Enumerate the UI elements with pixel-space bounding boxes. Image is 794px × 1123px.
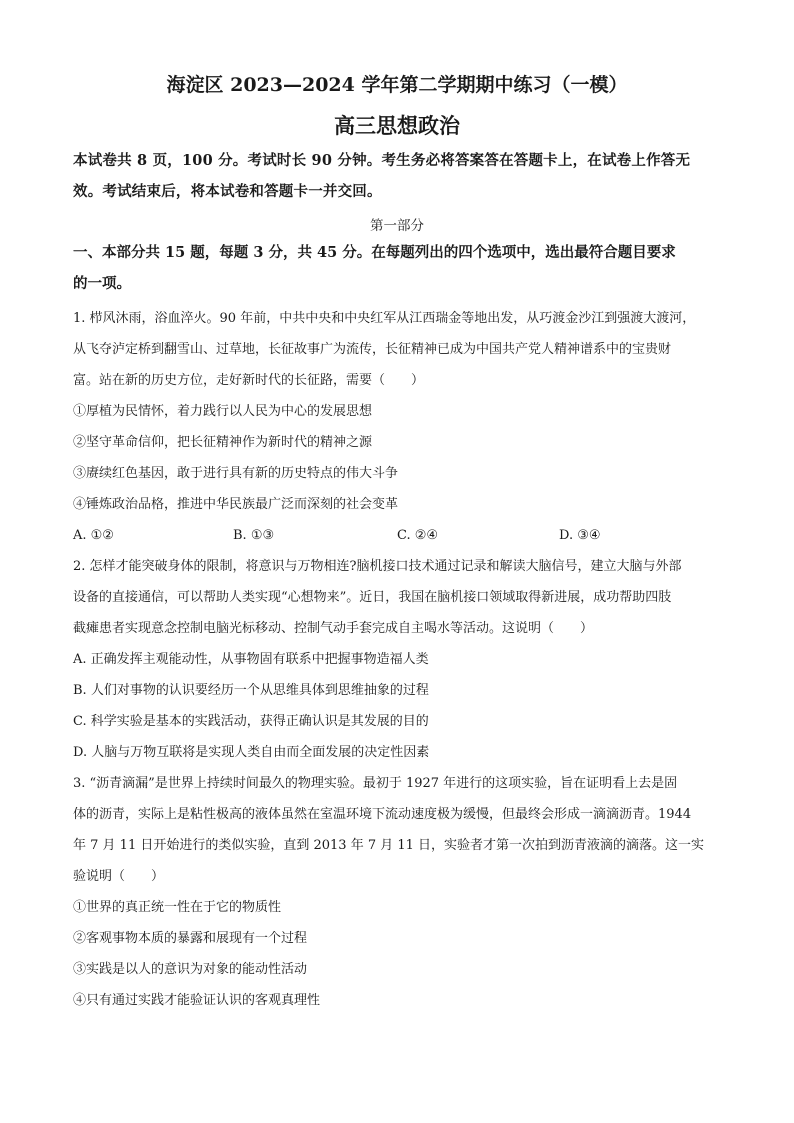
exam-title: 海淀区 2023—2024 学年第二学期期中练习（一模） xyxy=(166,74,628,96)
q1-item: ②坚守革命信仰，把长征精神作为新时代的精神之源 xyxy=(73,435,373,450)
q1-item: ①厚植为民情怀，着力践行以人民为中心的发展思想 xyxy=(73,404,373,419)
section-instruction-2: 的一项。 xyxy=(73,275,131,292)
q1-option-d: D. ③④ xyxy=(559,528,601,543)
q3-item: ①世界的真正统一性在于它的物质性 xyxy=(73,900,282,915)
notice-line-2: 效。考试结束后，将本试卷和答题卡一并交回。 xyxy=(73,183,382,200)
q2-stem-line: 2. 怎样才能突破身体的限制，将意识与万物相连?脑机接口技术通过记录和解读大脑信号，建立大脑与外部 xyxy=(73,559,682,574)
q2-option-a: A. 正确发挥主观能动性，从事物固有联系中把握事物造福人类 xyxy=(73,652,429,667)
q2-option-c: C. 科学实验是基本的实践活动，获得正确认识是其发展的目的 xyxy=(73,714,429,729)
q3-stem-line: 年 7 月 11 日开始进行的类似实验，直到 2013 年 7 月 11 日，实验者才第一次拍到沥青液滴的滴落。这一实 xyxy=(73,838,705,853)
q3-item: ③实践是以人的意识为对象的能动性活动 xyxy=(73,962,308,977)
q1-option-c: C. ②④ xyxy=(397,528,439,543)
q2-option-b: B. 人们对事物的认识要经历一个从思维具体到思维抽象的过程 xyxy=(73,683,429,698)
q2-option-d: D. 人脑与万物互联将是实现人类自由而全面发展的决定性因素 xyxy=(73,745,430,760)
subject-title: 高三思想政治 xyxy=(334,113,460,138)
q1-stem-line: 富。站在新的历史方位，走好新时代的长征路，需要（ ） xyxy=(73,373,425,388)
q3-stem-line: 验说明（ ） xyxy=(73,869,165,884)
q1-option-b: B. ①③ xyxy=(233,528,275,543)
q2-stem-line: 设备的直接通信，可以帮助人类实现“心想物来”。近日，我国在脑机接口领域取得新进展，成功帮助四肢 xyxy=(73,590,672,605)
section-instruction-1: 一、本部分共 15 题，每题 3 分，共 45 分。在每题列出的四个选项中，选出最符合题目要求 xyxy=(73,244,676,261)
q3-item: ②客观事物本质的暴露和展现有一个过程 xyxy=(73,931,308,946)
q3-stem-line: 3. “沥青滴漏”是世界上持续时间最久的物理实验。最初于 1927 年进行的这项实验，旨在证明看上去是固 xyxy=(73,776,678,791)
q2-stem-line: 截瘫患者实现意念控制电脑光标移动、控制气动手套完成自主喝水等活动。这说明（ ） xyxy=(73,621,594,636)
q1-stem-line: 从飞夺泸定桥到翻雪山、过草地，长征故事广为流传，长征精神已成为中国共产党人精神谱系中的宝贵财 xyxy=(73,342,672,357)
q3-item: ④只有通过实践才能验证认识的客观真理性 xyxy=(73,993,321,1008)
q1-stem-line: 1. 栉风沐雨，浴血淬火。90 年前，中共中央和中央红军从江西瑞金等地出发，从巧渡金沙江到强渡大渡河， xyxy=(73,311,696,326)
q1-item: ④锤炼政治品格，推进中华民族最广泛而深刻的社会变革 xyxy=(73,497,399,512)
q1-option-a: A. ①② xyxy=(73,528,114,543)
notice-line-1: 本试卷共 8 页，100 分。考试时长 90 分钟。考生务必将答案答在答题卡上，在试卷上作答无 xyxy=(73,152,691,169)
q3-stem-line: 体的沥青，实际上是粘性极高的液体虽然在室温环境下流动速度极为缓慢，但最终会形成一滴滴沥青。1944 xyxy=(73,807,692,822)
part-heading: 第一部分 xyxy=(370,218,424,234)
q1-item: ③赓续红色基因，敢于进行具有新的历史特点的伟大斗争 xyxy=(73,466,399,481)
